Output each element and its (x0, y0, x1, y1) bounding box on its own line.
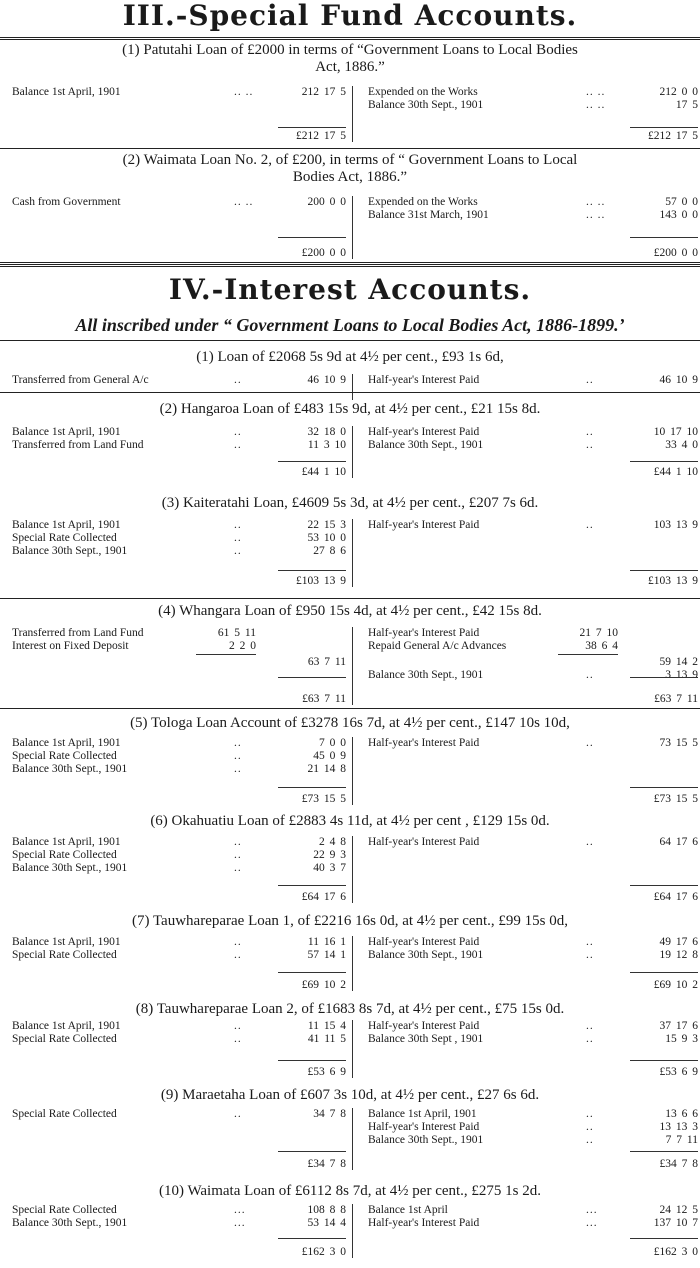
entry-label: Balance 1st April, 1901 (12, 737, 121, 749)
interest-accounts-heading: IV.-Interest Accounts. (168, 273, 532, 306)
entry-amount: 11 16 1 (307, 936, 346, 948)
leader-dots: .. (234, 439, 242, 451)
leader-dots: .. (586, 669, 594, 681)
left-total: £200 0 0 (301, 247, 346, 259)
entry-amount: 11 3 10 (307, 439, 346, 451)
account-title: (8) Tauwhareparae Loan 2, of £1683 8s 7d, at 4½ per cent., £75 15s 0d. (135, 1001, 565, 1017)
subtotal-rule (196, 654, 256, 655)
entry-label: Half-year's Interest Paid (368, 374, 480, 386)
entry-amount: 64 17 6 (659, 836, 698, 848)
leader-dots: .. (586, 1108, 594, 1120)
column-divider (352, 836, 353, 903)
leader-dots: .. (234, 936, 242, 948)
account-section (0, 40, 700, 150)
entry-amount: 53 14 4 (307, 1217, 346, 1229)
total-rule (278, 972, 346, 973)
leader-dots: .. (586, 836, 594, 848)
total-rule (278, 677, 346, 678)
entry-label: Half-year's Interest Paid (368, 627, 480, 639)
entry-label: Half-year's Interest Paid (368, 1217, 480, 1229)
leader-dots: .. (234, 374, 242, 386)
right-entry (368, 627, 698, 640)
column-divider (352, 936, 353, 991)
column-divider (352, 196, 353, 259)
entry-label: Balance 1st April, 1901 (12, 519, 121, 531)
right-total: £73 15 5 (653, 793, 698, 805)
total-rule (278, 787, 346, 788)
total-rule (630, 972, 698, 973)
left-total: £34 7 8 (307, 1158, 346, 1170)
section-divider (0, 708, 700, 709)
left-total: £162 3 0 (301, 1246, 346, 1258)
left-entry (12, 763, 346, 776)
leader-dots: .. .. (586, 99, 606, 111)
right-total: £64 17 6 (653, 891, 698, 903)
account-title: (1) Loan of £2068 5s 9d at 4½ per cent., £93 1s 6d, (196, 349, 504, 365)
entry-label: Balance 1st April, 1901 (12, 1020, 121, 1032)
left-entry (12, 1217, 346, 1230)
total-rule (278, 237, 346, 238)
right-entry (368, 1020, 698, 1033)
right-entry (368, 196, 698, 209)
subtotal-rule (558, 654, 618, 655)
entry-amount: 17 5 (675, 99, 698, 111)
leader-dots: .. (586, 1033, 594, 1045)
total-rule (630, 1238, 698, 1239)
leader-dots: .. (234, 737, 242, 749)
interest-subheading: All inscribed under “ Government Loans to Local Bodies Act, 1886-1899.’ (75, 315, 625, 335)
total-rule (278, 1060, 346, 1061)
entry-amount: 103 13 9 (653, 519, 698, 531)
entry-label: Balance 1st April, 1901 (12, 426, 121, 438)
entry-amount: 46 10 9 (307, 374, 346, 386)
entry-label: Half-year's Interest Paid (368, 836, 480, 848)
left-entry (12, 519, 346, 532)
account-section (0, 598, 700, 710)
left-total: £64 17 6 (301, 891, 346, 903)
leader-dots: .. (586, 439, 594, 451)
account-title: (7) Tauwhareparae Loan 1, of £2216 16s 0d, at 4½ per cent., £99 15s 0d, (131, 913, 569, 929)
leader-dots: .. (586, 1134, 594, 1146)
entry-amount: 143 0 0 (659, 209, 698, 221)
leader-dots: .. (586, 936, 594, 948)
leader-dots: .. (234, 426, 242, 438)
entry-label: Transferred from Land Fund (12, 439, 144, 451)
total-rule (630, 1151, 698, 1152)
account-section (0, 1178, 700, 1268)
entry-label: Balance 30th Sept., 1901 (12, 763, 128, 775)
right-total: £212 17 5 (648, 130, 698, 142)
right-entry (368, 1108, 698, 1121)
section-divider (0, 262, 700, 263)
leader-dots: .. (234, 862, 242, 874)
leader-dots: .. (234, 519, 242, 531)
right-entry (368, 1033, 698, 1046)
entry-amount: 40 3 7 (313, 862, 346, 874)
entry-amount: 59 14 2 (659, 656, 698, 668)
entry-amount: 45 0 9 (313, 750, 346, 762)
leader-dots: .. (586, 426, 594, 438)
left-entry (12, 545, 346, 558)
left-entry (12, 86, 346, 99)
account-title: (3) Kaiteratahi Loan, £4609 5s 3d, at 4½ per cent., £207 7s 6d. (161, 495, 539, 511)
left-entry (12, 1108, 346, 1121)
entry-label: Balance 31st March, 1901 (368, 209, 489, 221)
account-title: (10) Waimata Loan of £6112 8s 7d, at 4½ per cent., £275 1s 2d. (158, 1183, 542, 1199)
leader-dots: .. (234, 1108, 242, 1120)
entry-amount: 19 12 8 (659, 949, 698, 961)
entry-label: Interest on Fixed Deposit (12, 640, 129, 652)
account-title: (2) Hangaroa Loan of £483 15s 9d, at 4½ per cent., £21 15s 8d. (159, 401, 541, 417)
total-rule (278, 461, 346, 462)
account-section (0, 710, 700, 806)
entry-amount: 3 13 9 (665, 669, 698, 681)
entry-label: Balance 1st April (368, 1204, 448, 1216)
leader-dots: .. .. (234, 196, 254, 208)
entry-amount: 27 8 6 (313, 545, 346, 557)
entry-label: Repaid General A/c Advances (368, 640, 507, 652)
entry-label: Balance 1st April, 1901 (368, 1108, 477, 1120)
column-divider (352, 627, 353, 705)
right-entry (368, 1217, 698, 1230)
right-entry (368, 99, 698, 112)
total-rule (630, 127, 698, 128)
entry-amount: 212 0 0 (659, 86, 698, 98)
right-entry (368, 737, 698, 750)
left-total: £53 6 9 (307, 1066, 346, 1078)
right-entry (368, 426, 698, 439)
leader-dots: ... (234, 1204, 246, 1216)
left-entry (12, 439, 346, 452)
entry-label: Balance 30th Sept., 1901 (12, 862, 128, 874)
account-title: (6) Okahuatiu Loan of £2883 4s 11d, at 4½ per cent , £129 15s 0d. (150, 813, 550, 829)
account-section (0, 808, 700, 906)
entry-label: Half-year's Interest Paid (368, 1020, 480, 1032)
leader-dots: .. (234, 836, 242, 848)
entry-label: Expended on the Works (368, 196, 478, 208)
entry-label: Half-year's Interest Paid (368, 737, 480, 749)
section-rule (0, 264, 700, 267)
entry-amount: 15 9 3 (665, 1033, 698, 1045)
account-title-cont: Act, 1886.” (315, 59, 385, 75)
left-entry (12, 656, 346, 669)
right-entry (368, 1121, 698, 1134)
special-fund-heading: III.-Special Fund Accounts. (122, 0, 578, 32)
right-entry (368, 209, 698, 222)
account-section (0, 150, 700, 264)
left-total: £69 10 2 (301, 979, 346, 991)
entry-label: Transferred from General A/c (12, 374, 149, 386)
right-entry (368, 86, 698, 99)
column-divider (352, 426, 353, 478)
leader-dots: .. .. (586, 196, 606, 208)
right-entry (368, 439, 698, 452)
entry-amount: 2 4 8 (319, 836, 346, 848)
entry-label: Cash from Government (12, 196, 121, 208)
entry-subamount: 21 7 10 (579, 627, 618, 639)
entry-label: Special Rate Collected (12, 849, 117, 861)
subheading-rule (0, 340, 700, 341)
column-divider (352, 86, 353, 142)
entry-amount: 49 17 6 (659, 936, 698, 948)
leader-dots: .. (234, 545, 242, 557)
right-entry (368, 836, 698, 849)
leader-dots: .. (234, 1033, 242, 1045)
total-rule (278, 1238, 346, 1239)
entry-amount: 7 0 0 (319, 737, 346, 749)
entry-label: Half-year's Interest Paid (368, 936, 480, 948)
left-entry (12, 532, 346, 545)
left-total: £212 17 5 (296, 130, 346, 142)
left-total: £63 7 11 (302, 693, 346, 705)
right-entry (368, 1134, 698, 1147)
entry-amount: 200 0 0 (307, 196, 346, 208)
section-divider (0, 148, 700, 149)
total-rule (630, 885, 698, 886)
total-rule (630, 237, 698, 238)
total-rule (630, 461, 698, 462)
leader-dots: .. (586, 737, 594, 749)
right-entry (368, 936, 698, 949)
entry-amount: 21 14 8 (307, 763, 346, 775)
entry-label: Balance 30th Sept., 1901 (12, 1217, 128, 1229)
entry-amount: 33 4 0 (665, 439, 698, 451)
leader-dots: .. (234, 949, 242, 961)
leader-dots: .. (234, 532, 242, 544)
entry-amount: 13 13 3 (659, 1121, 698, 1133)
account-title: (9) Maraetaha Loan of £607 3s 10d, at 4½ per cent., £27 6s 6d. (160, 1087, 540, 1103)
entry-amount: 63 7 11 (307, 656, 346, 668)
entry-amount: 34 7 8 (313, 1108, 346, 1120)
leader-dots: ... (234, 1217, 246, 1229)
left-entry (12, 1204, 346, 1217)
entry-label: Balance 1st April, 1901 (12, 836, 121, 848)
entry-label: Balance 1st April, 1901 (12, 86, 121, 98)
left-entry (12, 196, 346, 209)
left-entry (12, 836, 346, 849)
entry-label: Half-year's Interest Paid (368, 519, 480, 531)
entry-amount: 37 17 6 (659, 1020, 698, 1032)
account-title-cont: Bodies Act, 1886.” (292, 169, 408, 185)
right-total: £34 7 8 (659, 1158, 698, 1170)
right-entry (368, 519, 698, 532)
left-entry (12, 426, 346, 439)
right-total: £44 1 10 (653, 466, 698, 478)
left-entry (12, 849, 346, 862)
leader-dots: .. (586, 1121, 594, 1133)
entry-amount: 57 14 1 (307, 949, 346, 961)
entry-label: Special Rate Collected (12, 1204, 117, 1216)
leader-dots: .. .. (586, 209, 606, 221)
entry-amount: 41 11 5 (307, 1033, 346, 1045)
total-rule (278, 127, 346, 128)
entry-amount: 137 10 7 (653, 1217, 698, 1229)
left-entry (12, 374, 346, 387)
column-divider (352, 519, 353, 587)
right-entry (368, 1204, 698, 1217)
entry-label: Balance 30th Sept., 1901 (368, 949, 484, 961)
account-section (0, 908, 700, 996)
left-entry (12, 1020, 346, 1033)
entry-amount: 7 7 11 (665, 1134, 698, 1146)
total-rule (278, 570, 346, 571)
entry-subamount: 2 2 0 (229, 640, 256, 652)
entry-amount: 11 15 4 (307, 1020, 346, 1032)
entry-label: Special Rate Collected (12, 1108, 117, 1120)
entry-amount: 57 0 0 (665, 196, 698, 208)
entry-label: Balance 1st April, 1901 (12, 936, 121, 948)
left-entry (12, 949, 346, 962)
entry-label: Special Rate Collected (12, 750, 117, 762)
total-rule (630, 677, 698, 678)
entry-label: Special Rate Collected (12, 949, 117, 961)
account-title: (5) Tologa Loan Account of £3278 16s 7d, at 4½ per cent., £147 10s 10d, (130, 715, 570, 731)
entry-amount: 13 6 6 (665, 1108, 698, 1120)
total-rule (278, 1151, 346, 1152)
account-section (0, 1082, 700, 1178)
left-entry (12, 640, 346, 653)
total-rule (278, 885, 346, 886)
right-total: £103 13 9 (648, 575, 698, 587)
total-rule (630, 570, 698, 571)
leader-dots: .. (586, 374, 594, 386)
entry-label: Transferred from Land Fund (12, 627, 144, 639)
right-entry (368, 656, 698, 669)
leader-dots: .. .. (234, 86, 254, 98)
left-total: £73 15 5 (301, 793, 346, 805)
right-entry (368, 640, 698, 653)
left-total: £103 13 9 (296, 575, 346, 587)
entry-amount: 32 18 0 (307, 426, 346, 438)
entry-amount: 24 12 5 (659, 1204, 698, 1216)
right-entry (368, 669, 698, 682)
entry-amount: 108 8 8 (307, 1204, 346, 1216)
entry-label: Balance 30th Sept., 1901 (368, 669, 484, 681)
entry-subamount: 61 5 11 (217, 627, 256, 639)
total-rule (630, 787, 698, 788)
entry-amount: 53 10 0 (307, 532, 346, 544)
entry-label: Balance 30th Sept., 1901 (12, 545, 128, 557)
leader-dots: .. (234, 849, 242, 861)
leader-dots: .. (234, 750, 242, 762)
left-entry (12, 627, 346, 640)
right-entry (368, 949, 698, 962)
right-total: £69 10 2 (653, 979, 698, 991)
left-entry (12, 862, 346, 875)
entry-label: Half-year's Interest Paid (368, 426, 480, 438)
column-divider (352, 1108, 353, 1170)
leader-dots: ... (586, 1217, 598, 1229)
entry-amount: 212 17 5 (301, 86, 346, 98)
entry-amount: 22 9 3 (313, 849, 346, 861)
right-total: £162 3 0 (653, 1246, 698, 1258)
column-divider (352, 737, 353, 805)
account-section (0, 344, 700, 396)
right-entry (368, 374, 698, 387)
entry-amount: 73 15 5 (659, 737, 698, 749)
leader-dots: .. (234, 763, 242, 775)
right-total: £53 6 9 (659, 1066, 698, 1078)
left-entry (12, 750, 346, 763)
leader-dots: .. .. (586, 86, 606, 98)
leader-dots: .. (234, 1020, 242, 1032)
section-divider (0, 392, 700, 393)
total-rule (630, 1060, 698, 1061)
entry-label: Balance 30th Sept., 1901 (368, 1134, 484, 1146)
right-total: £200 0 0 (653, 247, 698, 259)
entry-label: Expended on the Works (368, 86, 478, 98)
right-total: £63 7 11 (654, 693, 698, 705)
entry-amount: 22 15 3 (307, 519, 346, 531)
account-title: (4) Whangara Loan of £950 15s 4d, at 4½ per cent., £42 15s 8d. (158, 603, 542, 619)
entry-subamount: 38 6 4 (585, 640, 618, 652)
account-title: (2) Waimata Loan No. 2, of £200, in terms of “ Government Loans to Local (122, 152, 578, 168)
column-divider (352, 1020, 353, 1078)
leader-dots: .. (586, 949, 594, 961)
leader-dots: .. (586, 1020, 594, 1032)
left-total: £44 1 10 (301, 466, 346, 478)
entry-label: Half-year's Interest Paid (368, 1121, 480, 1133)
account-section (0, 490, 700, 600)
entry-label: Balance 30th Sept., 1901 (368, 99, 484, 111)
entry-label: Balance 30th Sept , 1901 (368, 1033, 484, 1045)
leader-dots: .. (586, 519, 594, 531)
account-section (0, 396, 700, 478)
account-section (0, 996, 700, 1082)
entry-label: Special Rate Collected (12, 532, 117, 544)
leader-dots: ... (586, 1204, 598, 1216)
entry-amount: 10 17 10 (653, 426, 698, 438)
left-entry (12, 936, 346, 949)
entry-label: Special Rate Collected (12, 1033, 117, 1045)
account-title: (1) Patutahi Loan of £2000 in terms of “Government Loans to Local Bodies (122, 42, 578, 58)
left-entry (12, 737, 346, 750)
column-divider (352, 1204, 353, 1258)
left-entry (12, 1033, 346, 1046)
entry-label: Balance 30th Sept., 1901 (368, 439, 484, 451)
entry-amount: 46 10 9 (659, 374, 698, 386)
